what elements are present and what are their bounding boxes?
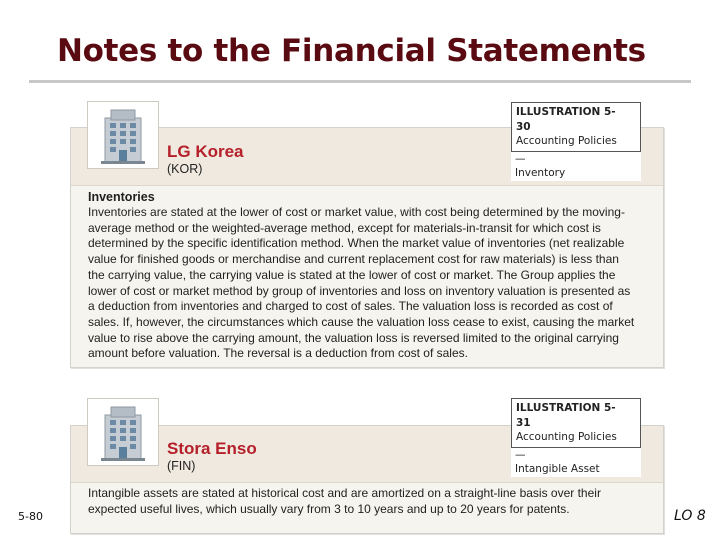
paragraph-line: Intangible assets are stated at historical cost and are amortized on a straight-line basis over their <box>88 486 601 500</box>
paragraph-line: lower of cost or market method by group of inventories and loss on inventory valuation is presented as <box>88 283 631 298</box>
learning-objective-tag: LO 8 <box>674 508 706 524</box>
company-logo-box <box>87 101 159 169</box>
paragraph-line: average method or the weighted-average method, except for materials-in-transit for which cost is <box>88 220 601 235</box>
illustration-number-cont: 31 <box>516 416 531 429</box>
company-name: Stora Enso <box>167 439 257 458</box>
company-ticker: (KOR) <box>167 162 203 176</box>
illustration-number: ILLUSTRATION 5- <box>516 402 616 414</box>
company-name: LG Korea <box>167 142 244 161</box>
illustration-number-cont: 30 <box>516 120 531 133</box>
illustration-label-box <box>511 102 641 152</box>
illustration-label-box <box>511 398 641 448</box>
illustration-label <box>511 398 641 477</box>
paragraph-line: value to rise above the carrying amount, the valuation loss is reversed limited to the original carrying <box>88 330 619 345</box>
building-icon <box>101 108 145 164</box>
illustration-caption: Accounting Policies <box>516 431 617 443</box>
inventories-note-paragraph <box>88 205 650 362</box>
illustration-label <box>511 102 641 181</box>
building-icon <box>101 405 145 461</box>
paragraph-line: determined by the specific identification method. When the market value of inventories (net realizable <box>88 236 625 251</box>
illustration-dash: — <box>511 448 530 463</box>
company-logo-box <box>87 398 159 466</box>
company-ticker: (FIN) <box>167 459 196 473</box>
paragraph-line: expected useful lives, which usually vary from 3 to 10 years and up to 20 years for patents. <box>88 501 570 516</box>
illustration-dash: — <box>511 152 530 167</box>
title-divider <box>29 80 691 83</box>
slide-title: Notes to the Financial Statements <box>57 33 646 69</box>
paragraph-line: sales. If, however, the circumstances which cause the valuation loss cease to exist, causing the market <box>88 314 635 329</box>
paragraph-line: value for finished goods or merchandise and current replacement cost for raw materials) is less than <box>88 252 619 267</box>
slide-number: 5-80 <box>18 510 43 523</box>
illustration-topic: Inventory <box>511 166 569 181</box>
illustration-caption: Accounting Policies <box>516 135 617 147</box>
paragraph-line: Inventories are stated at the lower of cost or market value, with cost being determined by the moving- <box>88 205 625 219</box>
paragraph-line: amount before valuation. The reversal is a deduction from cost of sales. <box>88 346 468 361</box>
intangible-note-paragraph <box>88 486 648 517</box>
paragraph-line: a deduction from inventories and charged to cost of sales. The valuation loss is recorded as cost of <box>88 299 613 314</box>
paragraph-line: the carrying value, the carrying value is stated at the lower of cost or market. The Group applies the <box>88 267 616 282</box>
section-heading: Inventories <box>88 190 155 204</box>
illustration-number: ILLUSTRATION 5- <box>516 106 616 118</box>
illustration-topic: Intangible Asset <box>511 462 604 477</box>
